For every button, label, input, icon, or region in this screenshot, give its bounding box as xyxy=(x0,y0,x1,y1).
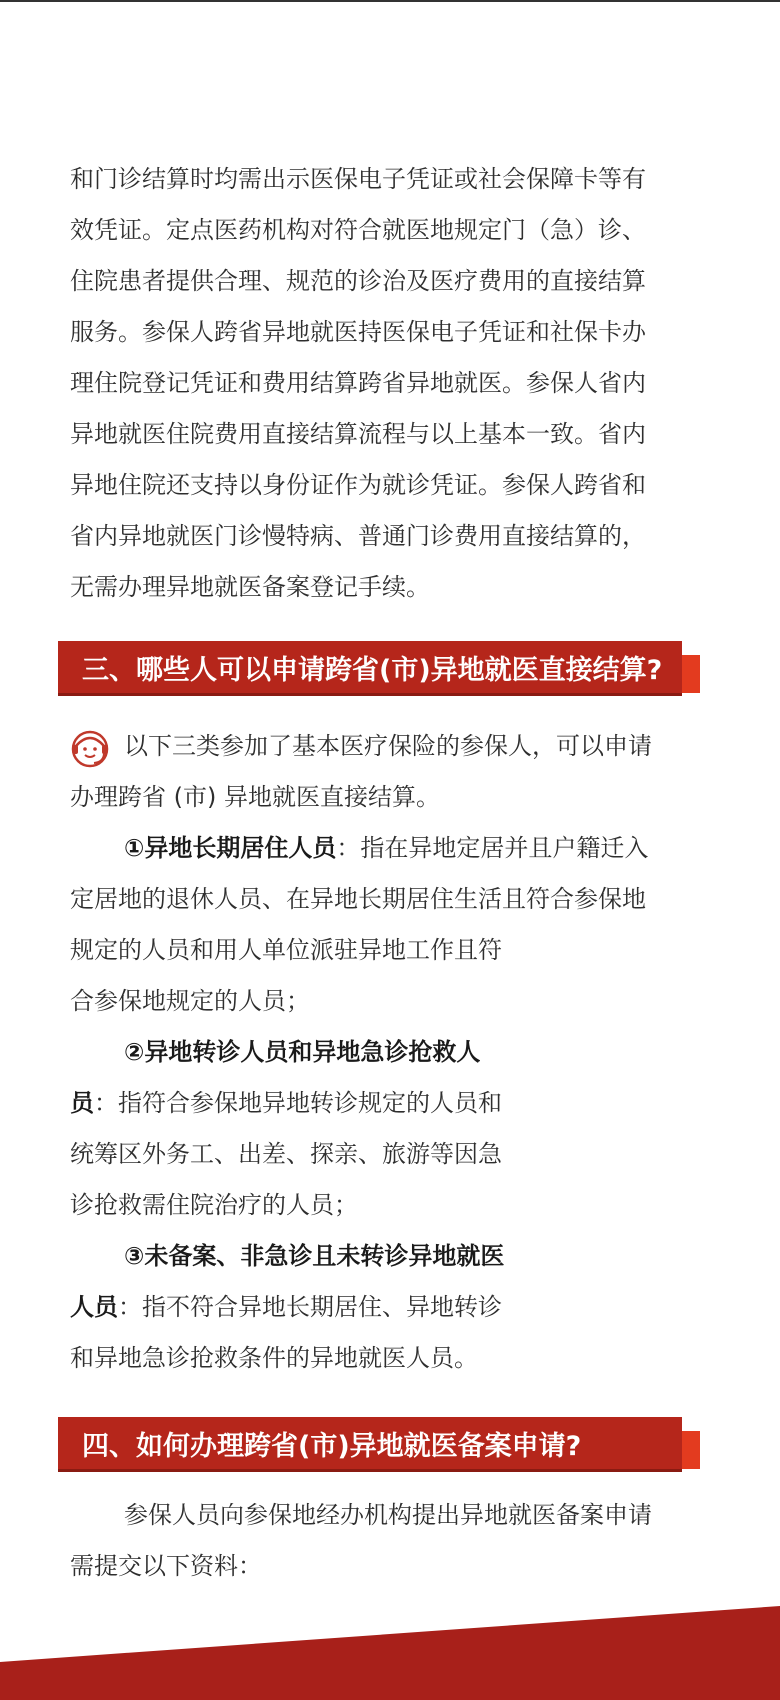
intro-line: 住院患者提供合理、规范的诊治及医疗费用的直接结算 xyxy=(70,267,646,295)
item3-line: 和异地急诊抢救条件的异地就医人员。 xyxy=(70,1344,478,1372)
item2-line: 统筹区外务工、出差、探亲、旅游等因急 xyxy=(70,1140,502,1168)
item1-line: 合参保地规定的人员； xyxy=(70,987,310,1015)
item2-rest: ：指符合参保地异地转诊规定的人员和 xyxy=(94,1089,502,1117)
item1-first-rest: ：指在异地定居并且户籍迁入 xyxy=(336,834,649,862)
section3-intro-line: 以下三类参加了基本医疗保险的参保人，可以申请 xyxy=(124,732,652,760)
item1-line: 定居地的退休人员、在异地长期居住生活且符合参保地 xyxy=(70,885,646,913)
section4-heading xyxy=(58,1417,700,1473)
item1-first-line xyxy=(124,823,648,874)
item1-title: ①异地长期居住人员 xyxy=(124,834,337,862)
heading-bar xyxy=(58,641,682,696)
section3-heading xyxy=(58,641,700,697)
section4-heading-text: 四、如何办理跨省(市)异地就医备案申请? xyxy=(82,1431,582,1462)
intro-line: 异地就医住院费用直接结算流程与以上基本一致。省内 xyxy=(70,420,646,448)
intro-line: 省内异地就医门诊慢特病、普通门诊费用直接结算的， xyxy=(70,522,646,550)
intro-line: 效凭证。定点医药机构对符合就医地规定门（急）诊、 xyxy=(70,216,646,244)
intro-line: 异地住院还支持以身份证作为就诊凭证。参保人跨省和 xyxy=(70,471,646,499)
intro-line: 和门诊结算时均需出示医保电子凭证或社会保障卡等有 xyxy=(70,165,646,193)
item2-title-line1 xyxy=(124,1027,480,1078)
intro-line: 无需办理异地就医备案登记手续。 xyxy=(70,573,430,601)
section4-line: 需提交以下资料： xyxy=(70,1552,262,1580)
item3-title: ③未备案、非急诊且未转诊异地就医 xyxy=(124,1242,505,1270)
item2-title: ②异地转诊人员和异地急诊抢救人 xyxy=(124,1038,481,1066)
item3-title-line1 xyxy=(124,1231,504,1282)
item3-title-cont: 人员 xyxy=(70,1293,118,1321)
item2-title-cont: 员 xyxy=(70,1089,94,1117)
intro-line: 服务。参保人跨省异地就医持医保电子凭证和社保卡办 xyxy=(70,318,646,346)
heading-bar xyxy=(58,1417,682,1472)
item2-second-line xyxy=(70,1078,502,1129)
section4-line: 参保人员向参保地经办机构提出异地就医备案申请 xyxy=(124,1501,652,1529)
top-divider xyxy=(0,0,780,2)
section3-heading-text: 三、哪些人可以申请跨省(市)异地就医直接结算? xyxy=(82,655,663,686)
intro-line: 理住院登记凭证和费用结算跨省异地就医。参保人省内 xyxy=(70,369,646,397)
item3-rest: ：指不符合异地长期居住、异地转诊 xyxy=(118,1293,502,1321)
item3-second-line xyxy=(70,1282,502,1333)
customer-service-icon xyxy=(68,726,112,770)
item2-line: 诊抢救需住院治疗的人员； xyxy=(70,1191,358,1219)
item1-line: 规定的人员和用人单位派驻异地工作且符 xyxy=(70,936,502,964)
section3-intro-line: 办理跨省 (市) 异地就医直接结算。 xyxy=(70,783,440,811)
bottom-decorative-band xyxy=(0,1600,780,1700)
